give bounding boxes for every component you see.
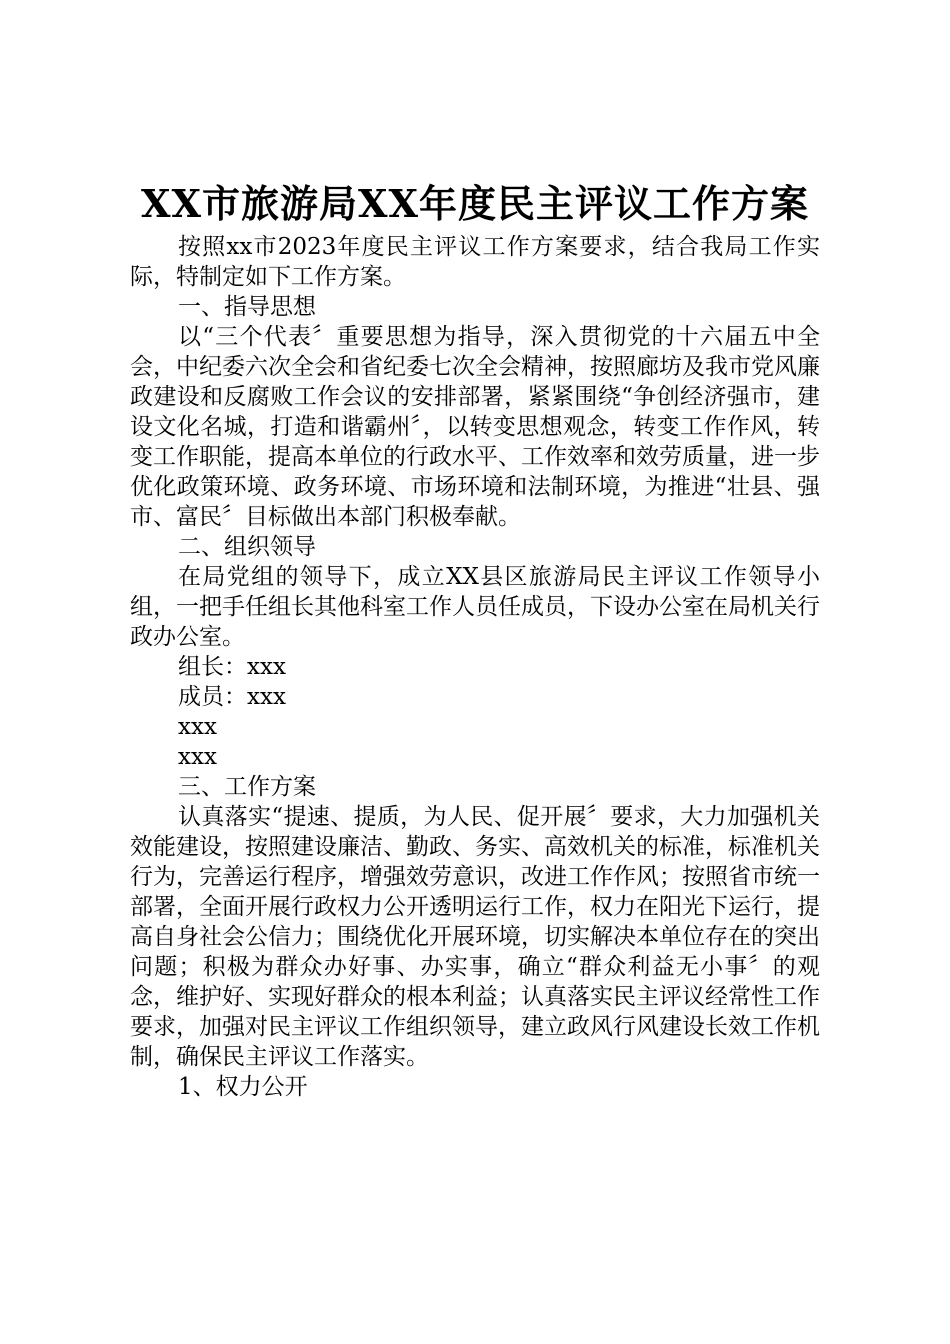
section-heading-work-plan: 三、工作方案 [178,774,316,800]
members-line: 成员：xxx [178,684,286,710]
document-body [130,232,820,1102]
document-title: XX市旅游局XX年度民主评议工作方案 [141,181,809,226]
subsection-heading-power-disclosure: 1、权力公开 [178,1074,308,1100]
section-heading-guiding-ideology: 一、指导思想 [178,294,316,320]
work-plan-paragraph: 认真落实“提速、提质，为人民、促开展〞要求，大力加强机关效能建设，按照建设廉洁、勤政、务实、高效机关的标准，标准机关行为，完善运行程序，增强效劳意识，改进工作作风；按照省市统一部署，全面开展行政权力公开透明运行工作，权力在阳光下运行，提高自身社会公信力；围绕优化开展环境，切实解决本单位存在的突出问题；积极为群众办好事、办实事，确立“群众利益无小事〞的观念，维护好、实现好群众的根本利益；认真落实民主评议经常性工作要求，加强对民主评议工作组织领导，建立政风行风建设长效工作机制，确保民主评议工作落实。 [130,804,820,1070]
section-heading-organization: 二、组织领导 [178,534,316,560]
organization-paragraph: 在局党组的领导下，成立XX县区旅游局民主评议工作领导小组，一把手任组长其他科室工作人员任成员，下设办公室在局机关行政办公室。 [130,564,820,650]
group-leader-line: 组长：xxx [178,654,286,680]
intro-paragraph: 按照xx市2023年度民主评议工作方案要求，结合我局工作实际，特制定如下工作方案。 [130,234,820,290]
guiding-ideology-paragraph: 以“三个代表〞重要思想为指导，深入贯彻党的十六届五中全会，中纪委六次全会和省纪委七次全会精神，按照廊坊及我市党风廉政建设和反腐败工作会议的安排部署，紧紧围绕“争创经济强市，建设文化名城，打造和谐霸州〞，以转变思想观念，转变工作作风，转变工作职能，提高本单位的行政水平、工作效率和效劳质量，进一步优化政策环境、政务环境、市场环境和法制环境，为推进“壮县、强市、富民〞目标做出本部门积极奉献。 [130,324,820,530]
member-name-line: xxx [178,714,217,740]
member-name-line: xxx [178,744,217,770]
